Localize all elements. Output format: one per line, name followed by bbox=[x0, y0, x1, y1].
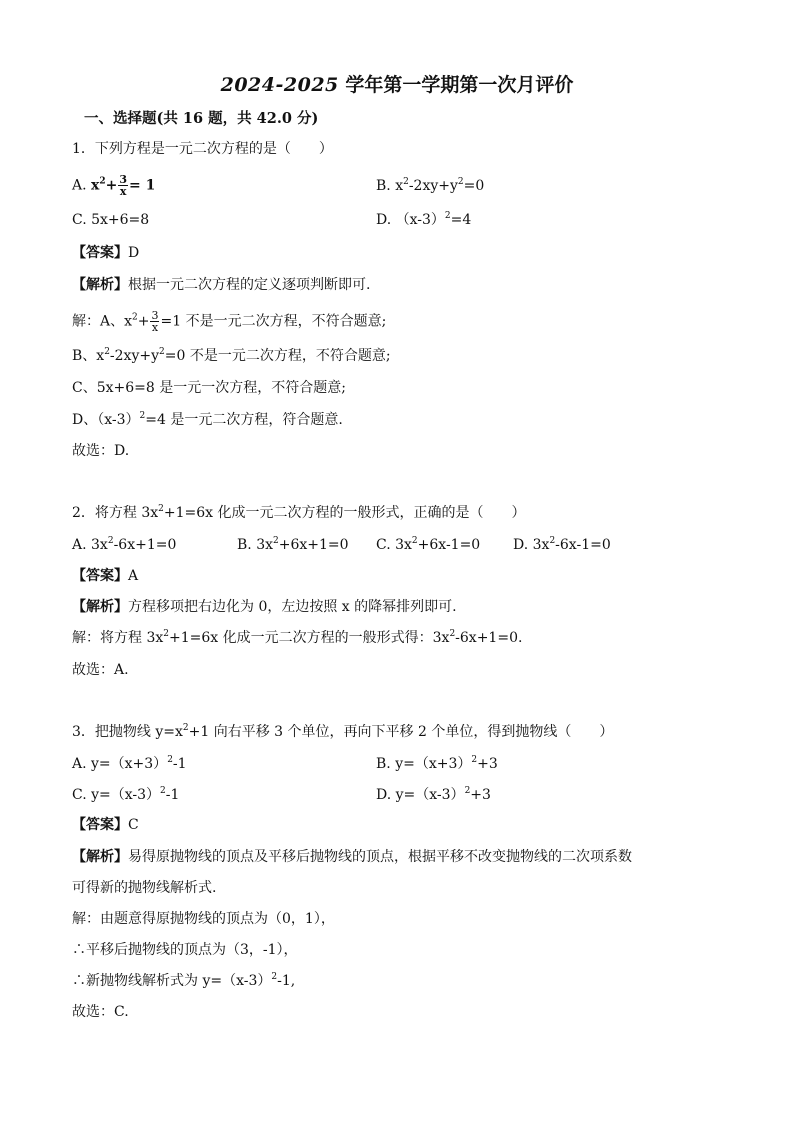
q1-stem: 1．下列方程是一元二次方程的是（ ） bbox=[72, 141, 333, 157]
q2-option-a: A. $3x^2-6x+1=0$ bbox=[72, 536, 177, 553]
q3-option-d: D. $y=(x-3)^2+3$ bbox=[376, 786, 491, 803]
q1-solution-a: 解：A、$x^2+$ $\frac{3}{x}$ =1 不是一元二次方程，不符合题意; bbox=[72, 309, 387, 334]
q2-option-b: B. $3x^2+6x+1=0$ bbox=[237, 536, 349, 553]
q3-answer: 【答案】C bbox=[72, 817, 139, 833]
title-year: 2024-2025 bbox=[220, 74, 339, 96]
q3-stem: 3．把抛物线 $y=x^2+1$ 向右平移 3 个单位，再向下平移 2 个单位，得到抛物线（ ） bbox=[72, 723, 614, 740]
q3-option-c: C. $y=(x-3)^2-1$ bbox=[72, 786, 180, 803]
q1-option-c: C. 5x+6=8 bbox=[72, 212, 150, 228]
q1-solution-d: D、$(x-3)^2=4$ 是一元二次方程，符合题意. bbox=[72, 411, 343, 428]
q1-answer: 【答案】D bbox=[72, 245, 140, 261]
fraction: $\frac{3}{x}$ bbox=[151, 309, 159, 334]
q2-answer: 【答案】A bbox=[72, 568, 139, 584]
q1-option-b: B. $x^2-2xy+y^2=0$ bbox=[376, 177, 485, 194]
title-text: 学年第一学期第一次月评价 bbox=[338, 74, 574, 96]
q2-option-c: C. $3x^2+6x-1=0$ bbox=[376, 536, 481, 553]
page-title bbox=[0, 70, 794, 97]
q3-solution-1: 解：由题意得原抛物线的顶点为（0，1）， bbox=[72, 911, 335, 927]
q3-option-a: A. $y=(x+3)^2-1$ bbox=[72, 755, 187, 772]
q2-solution: 解：将方程 $3x^2+1=6x$ 化成一元二次方程的一般形式得：$3x^2-6x+1=0$. bbox=[72, 629, 523, 646]
q3-choose: 故选：C. bbox=[72, 1004, 129, 1020]
q1-option-d: D. $(x-3)^2=4$ bbox=[376, 211, 472, 228]
q3-solution-2: ∴平移后抛物线的顶点为（3，-1）， bbox=[72, 942, 298, 958]
q1-choose: 故选：D. bbox=[72, 443, 130, 459]
q1-option-a: A. $x^2+$ $\frac{3}{x}$ = 1 bbox=[72, 173, 156, 198]
q1-analysis: 【解析】根据一元二次方程的定义逐项判断即可. bbox=[72, 277, 371, 293]
section-heading: 一、选择题(共 16 题，共 42.0 分) bbox=[84, 110, 319, 127]
q3-analysis-line2: 可得新的抛物线解析式. bbox=[72, 880, 217, 896]
q2-choose: 故选：A. bbox=[72, 662, 129, 678]
q2-option-d: D. $3x^2-6x-1=0$ bbox=[513, 536, 611, 553]
fraction: $\frac{3}{x}$ bbox=[119, 173, 128, 198]
q2-analysis: 【解析】方程移项把右边化为 0，左边按照 x 的降幂排列即可. bbox=[72, 599, 457, 615]
q1-solution-b: B、$x^2-2xy+y^2=0$ 不是一元二次方程，不符合题意; bbox=[72, 347, 391, 364]
q3-option-b: B. $y=(x+3)^2+3$ bbox=[376, 755, 498, 772]
q3-solution-3: ∴新抛物线解析式为 $y=(x-3)^2-1$, bbox=[72, 972, 296, 989]
q3-analysis-line1: 【解析】易得原抛物线的顶点及平移后抛物线的顶点，根据平移不改变抛物线的二次项系数 bbox=[72, 849, 632, 865]
q2-stem: 2．将方程 $3x^2+1=6x$ 化成一元二次方程的一般形式，正确的是（ ） bbox=[72, 504, 526, 521]
q1-solution-c: C、5x+6=8 是一元一次方程，不符合题意; bbox=[72, 380, 346, 396]
